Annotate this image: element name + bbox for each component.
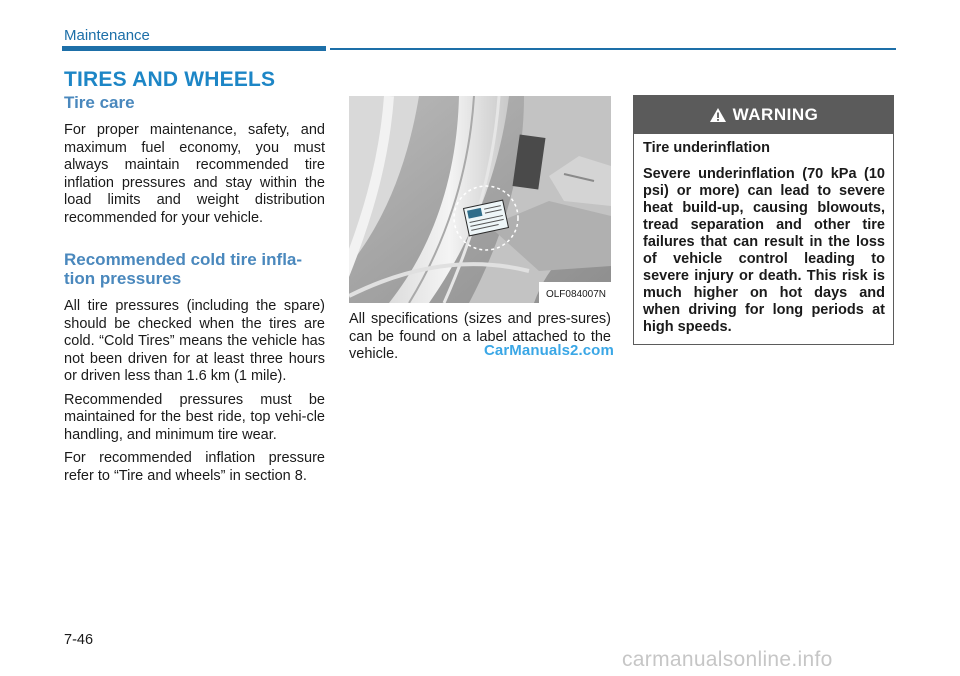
header-rule-thick xyxy=(62,46,326,51)
door-pillar-illustration xyxy=(349,96,611,303)
figure-code: OLF084007N xyxy=(545,289,606,300)
tire-care-heading: Tire care xyxy=(64,93,135,112)
page-number: 7-46 xyxy=(64,632,94,648)
cold-pressures-heading xyxy=(64,250,325,288)
warning-triangle-icon xyxy=(709,107,727,123)
cold-pressures-heading-line1: Recommended cold tire infla- xyxy=(64,250,303,269)
cold-pressures-heading-line2: tion pressures xyxy=(64,269,182,288)
warning-title: Tire underinflation xyxy=(643,140,771,156)
tire-care-paragraph: For proper maintenance, safety, and maximum fuel economy, you must always maintain recommended tire inflation pressures and stay within the load limits and weight distribution recommended for your vehicle. xyxy=(64,122,325,226)
watermark: CarManuals2.com xyxy=(484,342,614,359)
cold-pressures-paragraph-1: All tire pressures (including the spare) should be checked when the tires are cold. “Cold Tires” means the vehicle has not been driven for at least three hours or driven less than 1.6 km (1 mile). xyxy=(64,298,325,384)
left-column xyxy=(64,93,325,485)
header-rule-thin xyxy=(330,48,896,50)
page-title: TIRES AND WHEELS xyxy=(64,68,276,91)
section-label: Maintenance xyxy=(64,27,150,44)
cold-pressures-paragraph-2: Recommended pressures must be maintained for the best ride, top vehi-cle handling, and minimum tire wear. xyxy=(64,391,325,443)
cold-pressures-paragraph-3: For recommended inflation pressure refer to “Tire and wheels” in section 8. xyxy=(64,450,325,484)
figure-caption: All specifications (sizes and pres-sures) can be found on a label attached to the vehicle. xyxy=(349,311,611,362)
warning-body: Severe underinflation (70 kPa (10 psi) or more) can lead to severe heat build-up, causing blowouts, tread separation and other tire failures that can result in the loss of vehicle control leading to severe injury or death. This risk is much higher on hot days and when driving for long periods at high speeds. xyxy=(643,166,885,335)
warning-header xyxy=(634,96,893,134)
warning-label: WARNING xyxy=(732,105,819,124)
warning-box xyxy=(633,95,894,345)
footer-site-name: carmanualsonline.info xyxy=(622,648,833,671)
